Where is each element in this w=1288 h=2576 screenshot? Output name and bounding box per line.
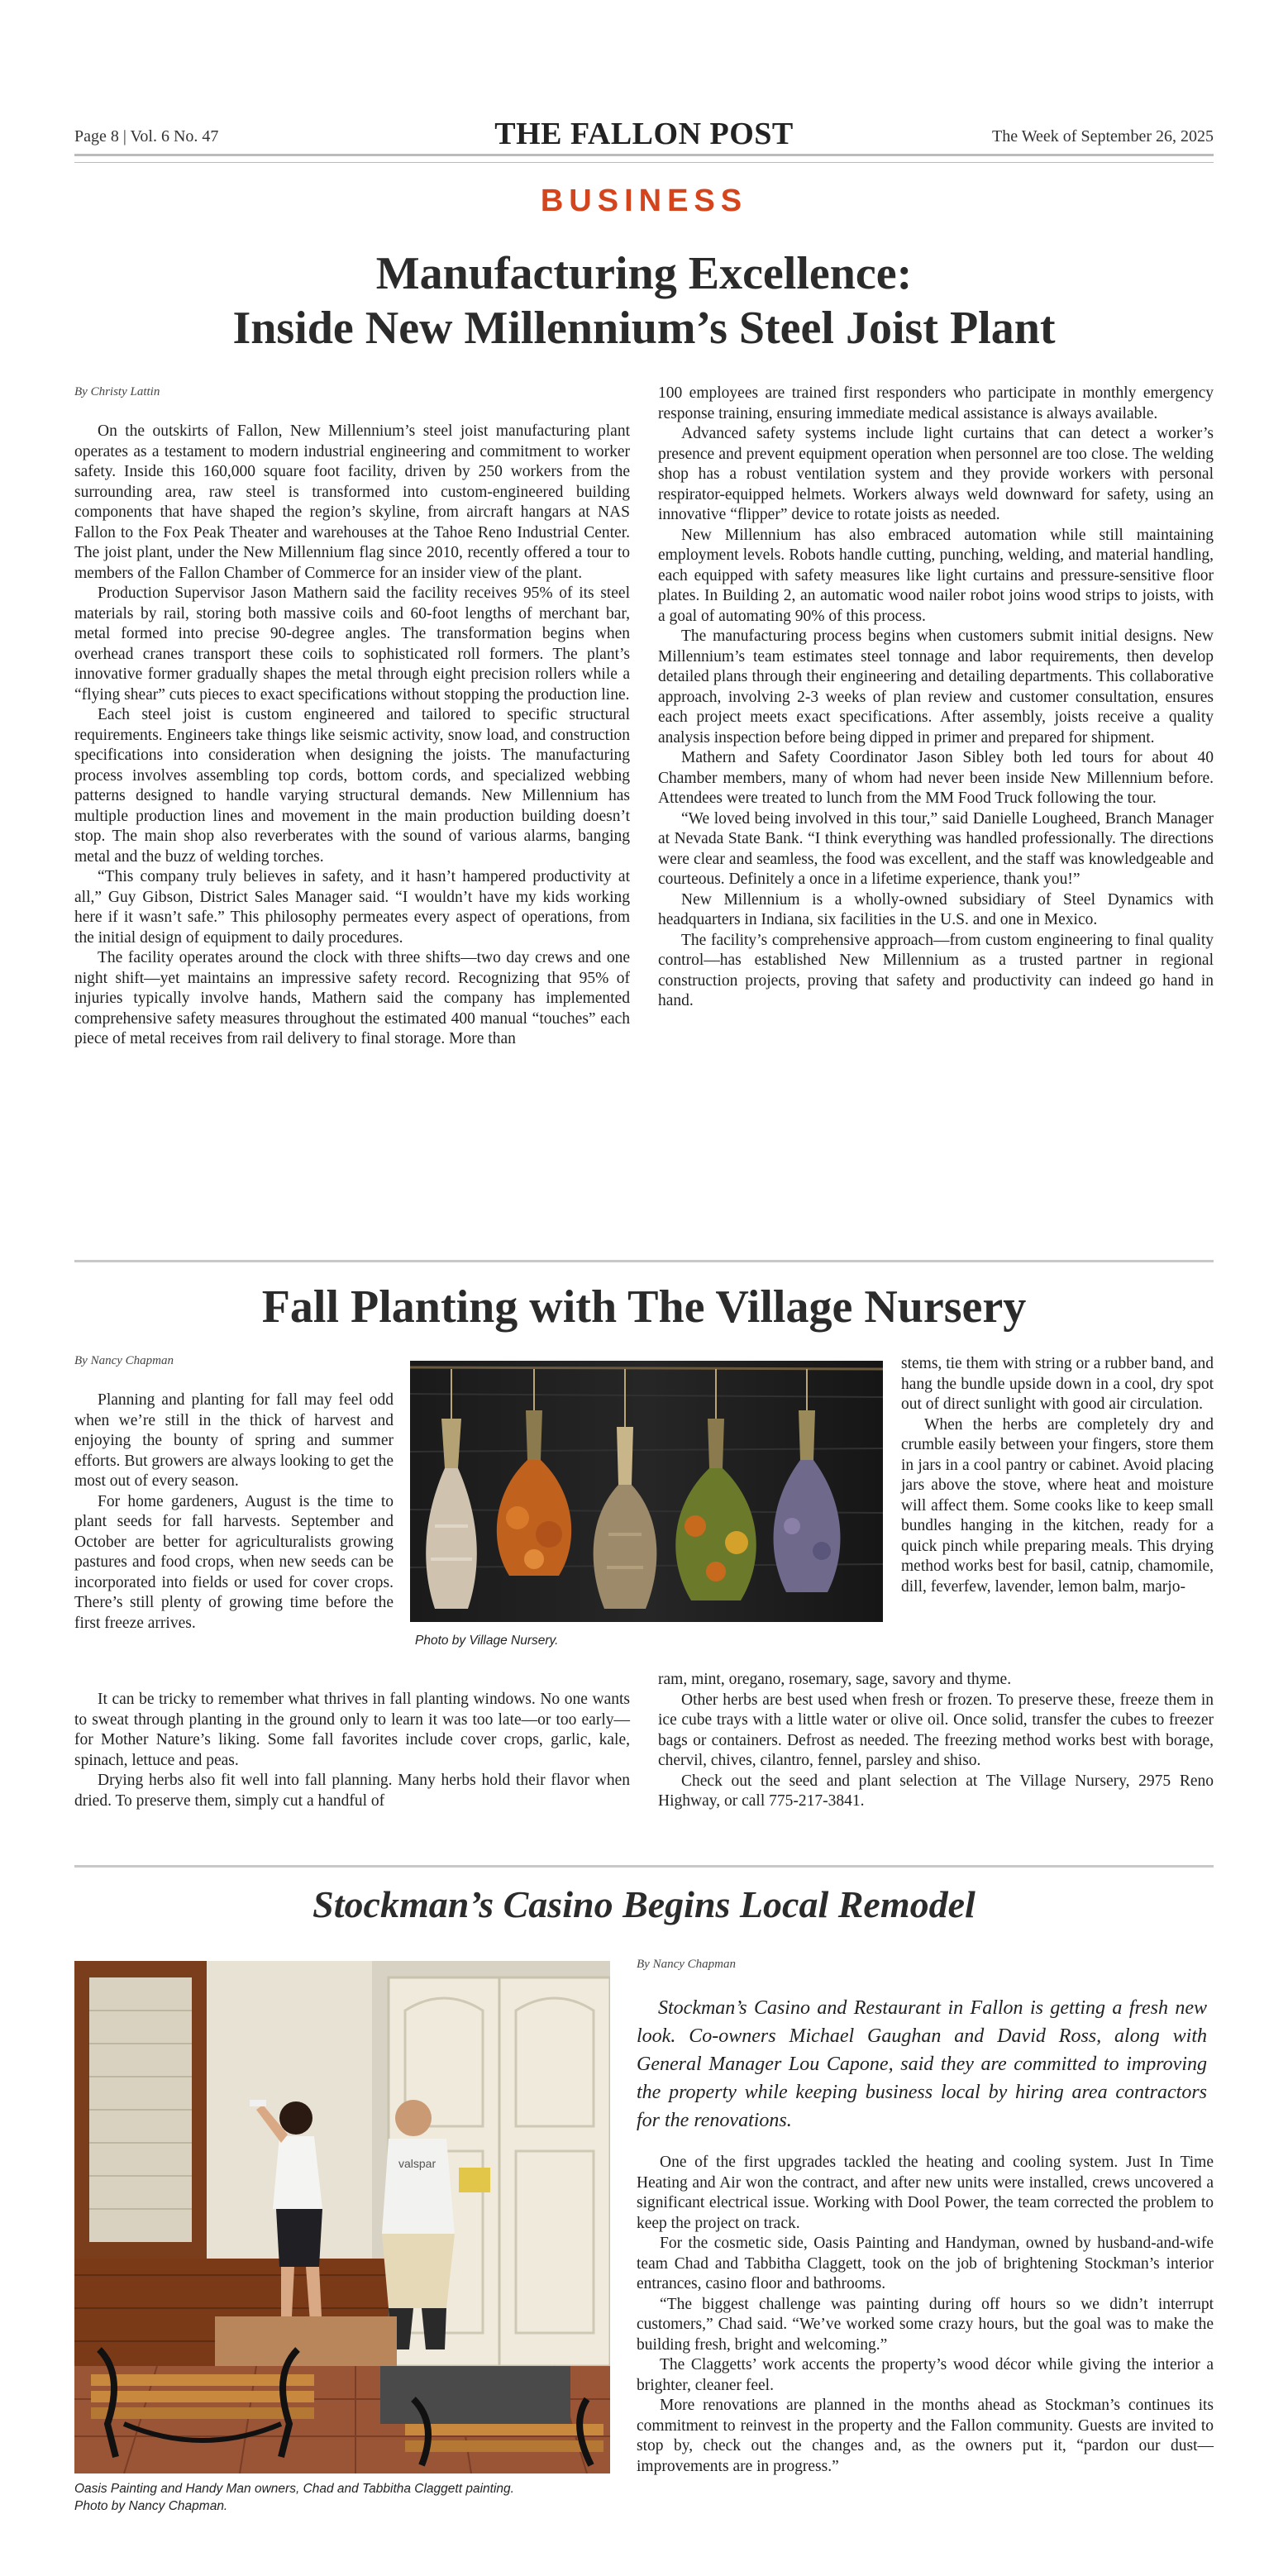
paragraph: “We loved being involved in this tour,” said Danielle Lougheed, Branch Manager at Nevada State Bank. “I think everything was handled professionally. The directions were clear and seamless, the food was excellent, and the staff was knowledgeable and courteous. Definitely a once in a lifetime experience, thank you!” <box>658 809 1214 888</box>
article3-headline: Stockman’s Casino Begins Local Remodel <box>312 1883 976 1925</box>
herb-bundles-illustration <box>410 1361 883 1622</box>
paragraph: Advanced safety systems include light curtains that can detect a worker’s presence and prevent equipment operation when personnel are too close. The welding shop has a robust ventilation system and they provide workers with personal respirator-equipped helmets. Workers always weld downward for safety, using an innovative “flipper” device to rotate joists as needed. <box>658 425 1214 523</box>
casino-painting-photo <box>74 1961 610 2473</box>
issue-date: The Week of September 26, 2025 <box>992 127 1214 145</box>
paragraph: One of the first upgrades tackled the heating and cooling system. Just In Time Heating and Air won the contract, and after new units were installed, crews uncovered a significant electrical issue. Working with Dool Power, the team corrected the problem to keep the project on track. <box>637 2154 1214 2232</box>
paragraph: For the cosmetic side, Oasis Painting and Handyman, owned by husband-and-wife team Chad and Tabbitha Claggett, took on the job of brightening Stockman’s interior entrances, casino floor and bathrooms. <box>637 2235 1214 2292</box>
paragraph: Check out the seed and plant selection at The Village Nursery, 2975 Reno Highway, or call 775-217-3841. <box>658 1772 1214 1810</box>
paragraph: ram, mint, oregano, rosemary, sage, savory and thyme. <box>658 1671 1012 1688</box>
section-label: BUSINESS <box>540 184 748 218</box>
paragraph: The Claggetts’ work accents the property’s wood décor while giving the interior a brighter, cleaner feel. <box>637 2356 1214 2394</box>
article3-lead <box>637 1994 1207 2135</box>
masthead <box>74 116 1214 152</box>
section-divider <box>74 1865 1214 1868</box>
article1-headline-line1: Manufacturing Excellence: <box>375 248 913 299</box>
shirt-logo-text: valspar <box>398 2157 436 2170</box>
article2-column1-wide <box>74 1690 630 1811</box>
article1-column2 <box>658 384 1214 1012</box>
paragraph: “The biggest challenge was painting during off hours so we didn’t interrupt customers,” Chad said. “We’ve worked some crazy hours, but the goal was to make the building fresh, bright and welcoming.” <box>637 2295 1214 2354</box>
paragraph: Planning and planting for fall may feel odd when we’re still in the thick of harvest and enjoying the bounty of spring and summer efforts. But growers are always looking to get the most out of every season. <box>74 1391 394 1490</box>
article2-column2-wide <box>658 1670 1214 1812</box>
paragraph: Each steel joist is custom engineered and tailored to specific structural requirements. Engineers take things like seismic activity, snow load, and construction specifications into consideration when designing the joists. The manufacturing process involves assembling top cords, bottom cords, and specialized webbing patterns designed to handle varying structural demands. New Millennium has multiple production lines and movement in the main production building doesn’t stop. The main shop also reverberates with the sound of various alarms, banging metal and the buzz of welding torches. <box>74 706 630 866</box>
page-info: Page 8 | Vol. 6 No. 47 <box>74 127 219 145</box>
article1-byline: By Christy Lattin <box>74 385 160 398</box>
paragraph: “This company truly believes in safety, and it hasn’t hampered productivity at all,” Guy Gibson, District Sales Manager said. “I wouldn’t have my kids working here if it wasn’t safe.” This philosophy permeates every aspect of operations, from the initial design of equipment to daily procedures. <box>74 868 630 947</box>
paragraph: stems, tie them with string or a rubber band, and hang the bundle upside down in a cool, dry spot out of direct sunlight with good air circulation. <box>901 1355 1214 1413</box>
article3-body <box>637 2153 1214 2477</box>
paragraph: 100 employees are trained first responders who participate in monthly emergency response training, ensuring immediate medical assistance is always available. <box>658 384 1214 422</box>
herb-photo-caption: Photo by Village Nursery. <box>415 1634 559 1648</box>
casino-painting-illustration <box>74 1961 610 2473</box>
masthead-rule <box>74 154 1214 163</box>
casino-photo-credit: Photo by Nancy Chapman. <box>74 2499 228 2513</box>
article1-headline <box>74 246 1214 355</box>
article2-headline: Fall Planting with The Village Nursery <box>261 1281 1027 1333</box>
paragraph: More renovations are planned in the months ahead as Stockman’s continues its commitment to reinvest in the property and the Fallon community. Guests are invited to stop by, check out the changes and, as the owners put it, “pardon our dust—improvements are in progress.” <box>637 2397 1214 2475</box>
paragraph: When the herbs are completely dry and crumble easily between your fingers, store them in jars in a cool pantry or cabinet. Avoid placing jars above the stove, where heat and moisture will affect them. Some cooks like to keep small bundles hanging in the kitchen, ready for a quick pinch while preparing meals. This drying method works best for basil, catnip, chamomile, dill, feverfew, lavender, lemon balm, marjo- <box>901 1415 1214 1596</box>
lead-paragraph: Stockman’s Casino and Restaurant in Fallon is getting a fresh new look. Co-owners Michael Gaughan and David Ross, along with General Manager Lou Capone, said they are committed to improving the property while keeping business local by hiring area contractors for the renovations. <box>637 1997 1207 2131</box>
article1-headline-line2: Inside New Millennium’s Steel Joist Plant <box>232 303 1056 354</box>
paper-name: THE FALLON POST <box>494 117 794 151</box>
paragraph: It can be tricky to remember what thrives in fall planting windows. No one wants to sweat through planting in the ground only to learn it was too late—or too early—for Mother Nature’s liking. Some fall favorites include cover crops, garlic, kale, spinach, lettuce and peas. <box>74 1691 630 1769</box>
section-divider <box>74 1260 1214 1262</box>
casino-photo-caption <box>74 2480 620 2515</box>
herb-bundles-photo <box>410 1361 883 1622</box>
paragraph: Drying herbs also fit well into fall planning. Many herbs hold their flavor when dried. To preserve them, simply cut a handful of <box>74 1772 630 1810</box>
article2-column1-narrow <box>74 1391 394 1634</box>
paragraph: Mathern and Safety Coordinator Jason Sibley both led tours for about 40 Chamber members, many of whom had never been inside New Millennium before. Attendees were treated to lunch from the MM Food Truck following the tour. <box>658 749 1214 807</box>
paragraph: The facility’s comprehensive approach—from custom engineering to final quality control—has established New Millennium as a trusted partner in regional construction projects, proving that safety and productivity can indeed go hand in hand. <box>658 931 1214 1009</box>
paragraph: Other herbs are best used when fresh or frozen. To preserve these, freeze them in ice cube trays with a little water or olive oil. Once solid, transfer the cubes to freezer bags or containers. Defrost as needed. The freezing method works best with borage, chervil, chives, cilantro, fennel, parsley and shiso. <box>658 1691 1214 1769</box>
paragraph: Production Supervisor Jason Mathern said the facility receives 95% of its steel materials by rail, storing both massive coils and 60-foot lengths of merchant bar, metal formed into precise 90-degree angles. The transformation begins when overhead cranes transport these coils to sophisticated roll formers. The plant’s innovative former gradually shapes the metal through eight precision rollers while a “flying shear” cuts pieces to exact specifications without stopping the production line. <box>74 584 630 704</box>
paragraph: New Millennium has also embraced automation while still maintaining employment levels. Robots handle cutting, punching, welding, and material handling, each equipped with safety measures like light curtains and pressure-sensitive floor plates. In Building 2, an automatic wood nailer robot joins wood strips to joists, with a goal of automating 90% of this process. <box>658 526 1214 625</box>
casino-photo-caption-line1: Oasis Painting and Handy Man owners, Chad and Tabbitha Claggett painting. <box>74 2482 514 2496</box>
article2-byline: By Nancy Chapman <box>74 1354 174 1367</box>
paragraph: On the outskirts of Fallon, New Millennium’s steel joist manufacturing plant operates as a testament to modern industrial engineering and commitment to worker safety. Inside this 160,000 square foot facility, driven by 250 workers from the surrounding area, raw steel is transformed into custom-engineered building components that have shaped the region’s skyline, from aircraft hangars at NAS Fallon to the Fox Peak Theater and warehouses at the Tahoe Reno Industrial Center. The joist plant, under the New Millennium flag since 2010, recently offered a tour to members of the Fallon Chamber of Commerce for an insider view of the plant. <box>74 422 630 582</box>
paragraph: New Millennium is a wholly-owned subsidiary of Steel Dynamics with headquarters in Indiana, six facilities in the U.S. and one in Mexico. <box>658 890 1214 928</box>
article1-column1 <box>74 422 630 1050</box>
paragraph: The manufacturing process begins when customers submit initial designs. New Millennium’s team estimates steel tonnage and labor requirements, then develop detailed plans through their engineering and detailing departments. This collaborative approach, involving 2-3 weeks of plan review and customer consultation, ensures each project meets exact specifications. After assembly, joists receive a quality analysis inspection before being dipped in primer and prepared for shipment. <box>658 627 1214 747</box>
paragraph: For home gardeners, August is the time to plant seeds for fall harvests. September and October are better for agriculturalists growing pastures and food crops, when new seeds can be incorporated into fields or used for cover crops. There’s still plenty of growing time before the first freeze arrives. <box>74 1492 394 1632</box>
paragraph: The facility operates around the clock with three shifts—two day crews and one night shift—yet maintains an impressive safety record. Recognizing that 95% of injuries typically involve hands, Mathern said the company has implemented comprehensive safety measures throughout the estimated 400 manual “touches” each piece of metal receives from rail delivery to final storage. More than <box>74 949 630 1047</box>
article2-column2-narrow <box>901 1354 1214 1597</box>
article3-byline: By Nancy Chapman <box>637 1958 736 1971</box>
